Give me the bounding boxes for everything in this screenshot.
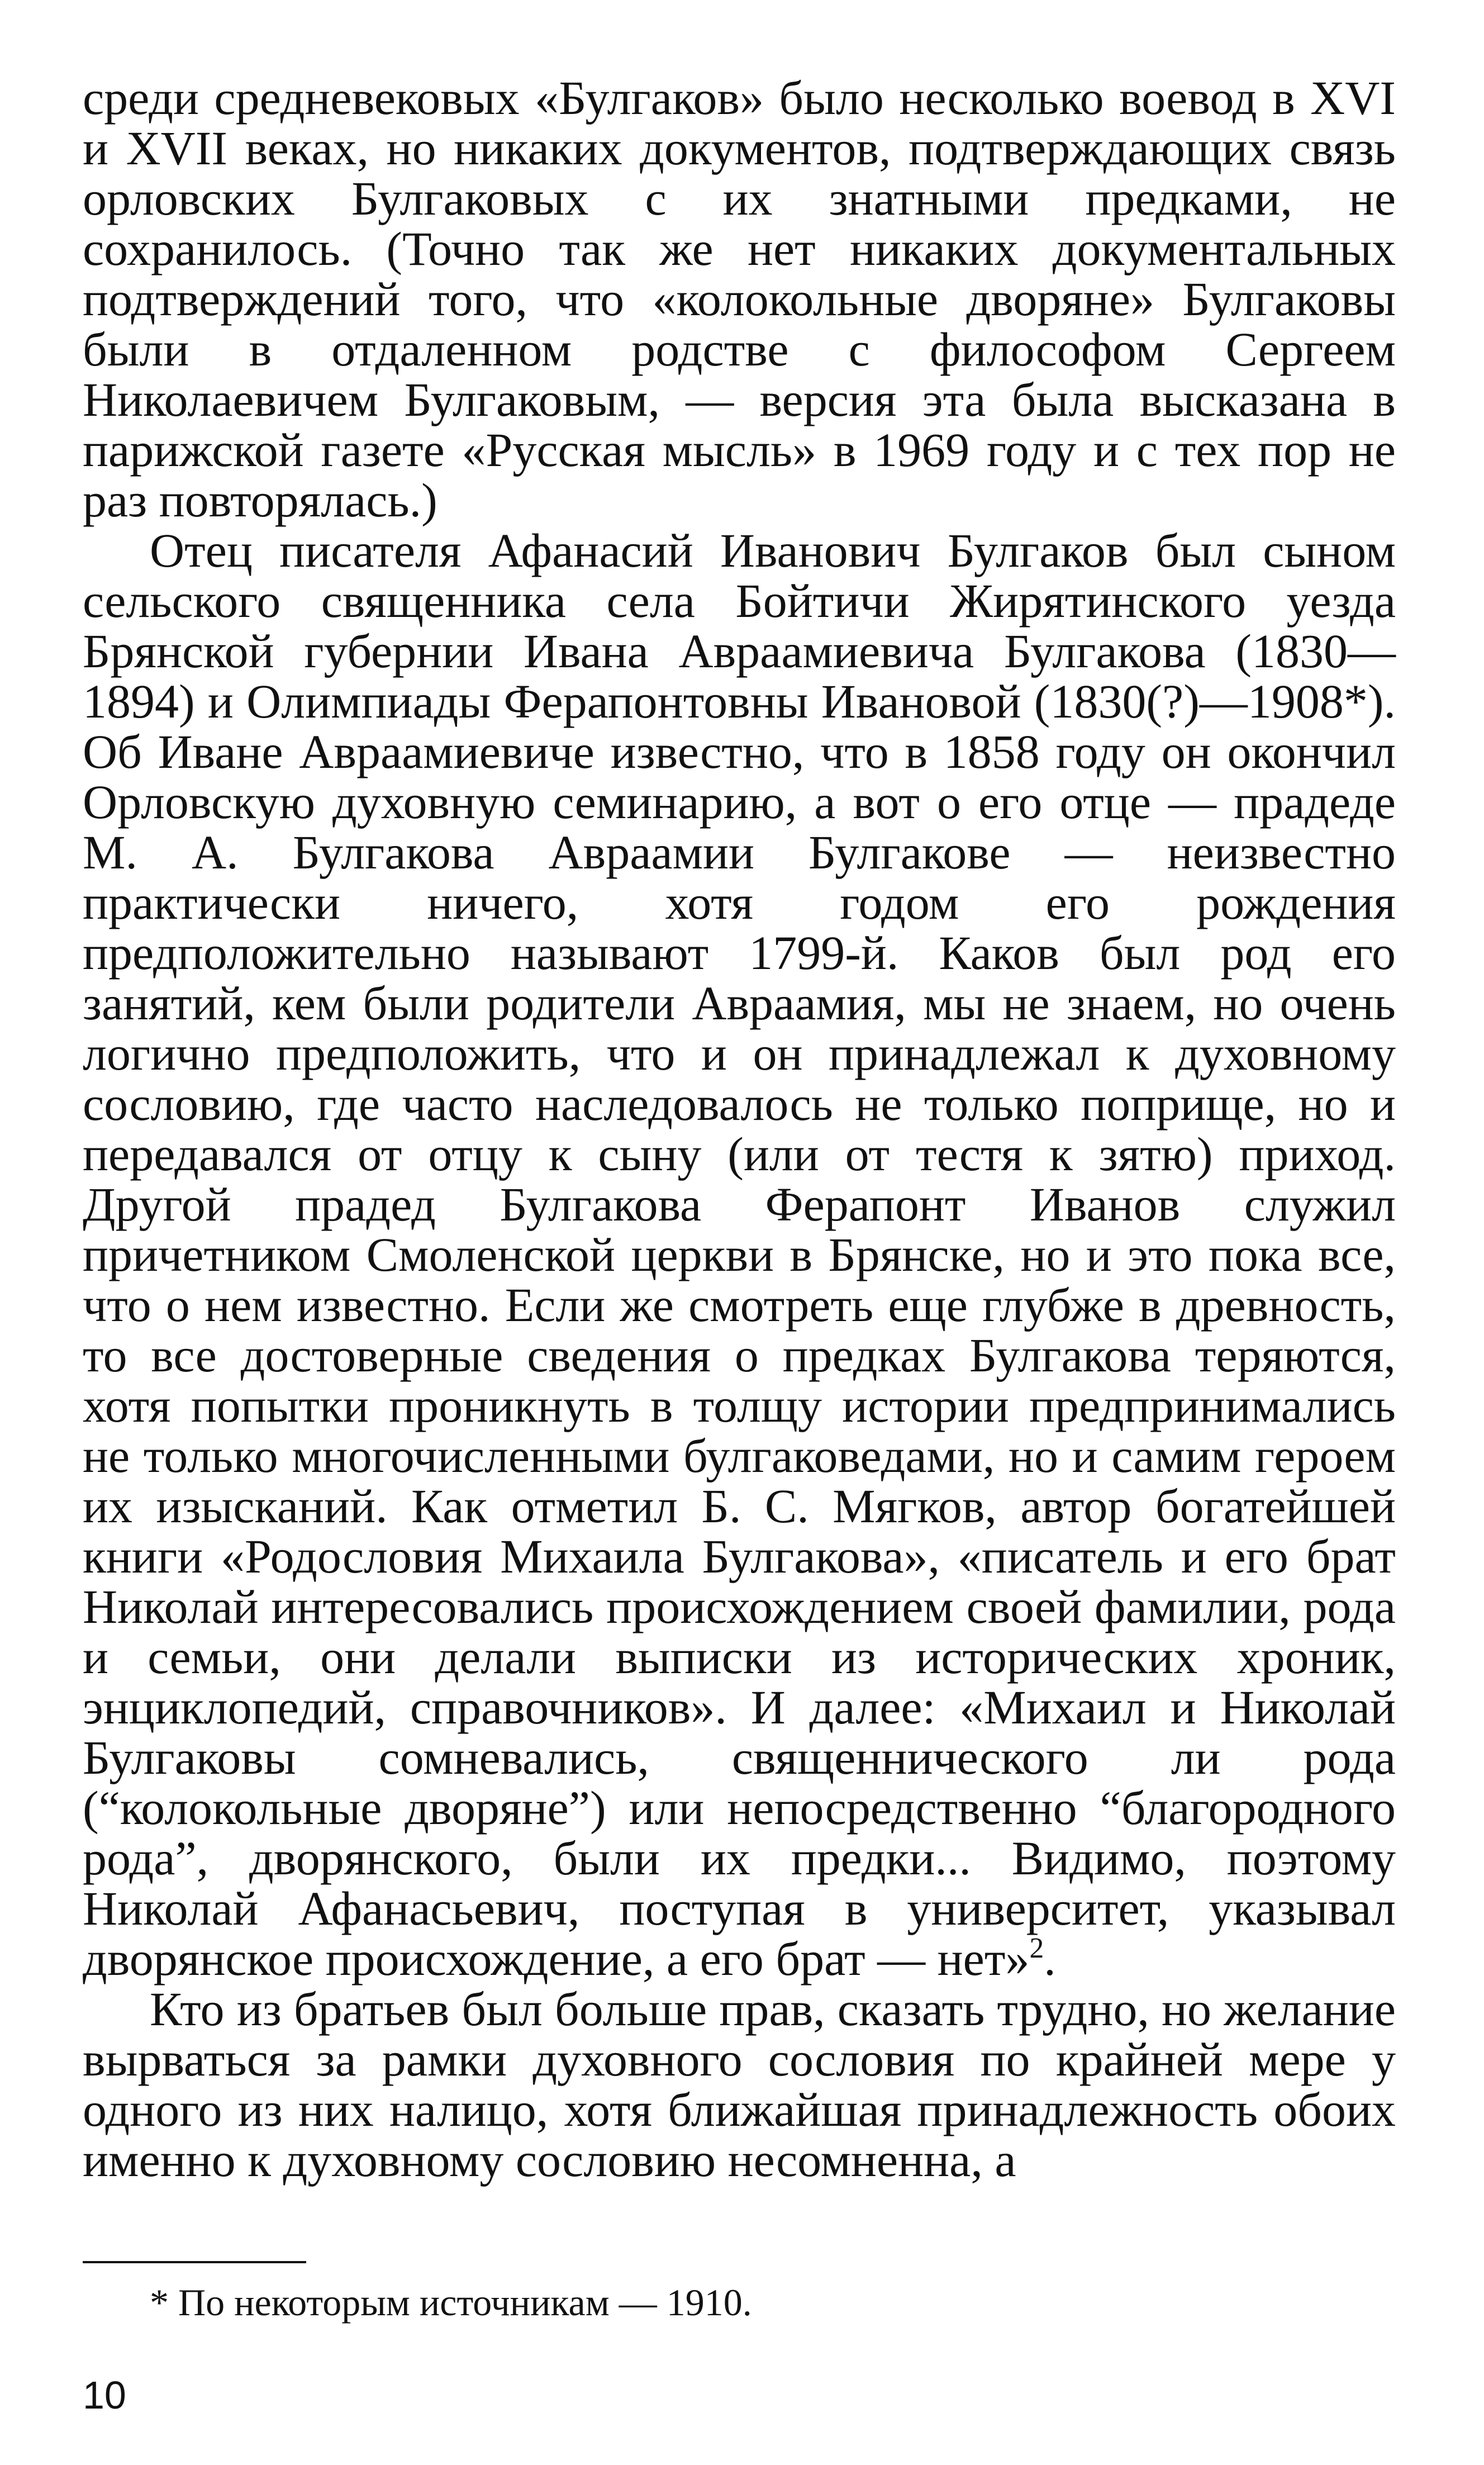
paragraph-3: Кто из братьев был больше прав, сказать трудно, но желание вырваться за рамки духовного сословия по крайней мере у одного из них налицо, хотя ближайшая принадлежность обоих именно к духовному сословию несомненна, а [83, 1982, 1396, 2187]
paragraph-2-text: Отец писателя Афанасий Иванович Булгаков был сыном сельского священника села Бойтичи Жирятинского уезда Брянской губернии Ивана Авраамиевича Булгакова (1830—1894) и Олимпиады Ферапонтовны Ивановой (1830(?)—1908*). Об Иване Авраамиевиче известно, что в 1858 году он окончил Орловскую духовную семинарию, а вот о его отце — прадеде М. А. Булгакова Авраамии Булгакове — неизвестно практически ничего, хотя годом его рождения предположительно называют 1799-й. Каков был род его занятий, кем были родители Авраамия, мы не знаем, но очень логично предположить, что и он принадлежал к духовному сословию, где часто наследовалось не только поприще, но и передавался от отцу к сыну (или от тестя к зятю) приход. Другой прадед Булгакова Ферапонт Иванов служил причетником Смоленской церкви в Брянске, но и это пока все, что о нем известно. Если же смотреть еще глубже в древность, то все достоверные сведения о предках Булгакова теряются, хотя попытки проникнуть в толщу истории предпринимались не только многочисленными булгаковедами, но и самим героем их изысканий. Как отметил Б. С. Мягков, автор богатейшей книги «Родословия Михаила Булгакова», «писатель и его брат Николай интересовались происхождением своей фамилии, рода и семьи, они делали выписки из исторических хроник, энциклопедий, справочников». И далее: «Михаил и Николай Булгаковы сомневались, священнического ли рода (“колокольные дворяне”) или непосредственно “благородного рода”, дворянского, были их предки... Видимо, поэтому Николай Афанасьевич, поступая в университет, указывал дворянское происхождение, а его брат — нет» [83, 524, 1396, 1986]
footnote-divider [83, 2261, 306, 2263]
paragraph-2-tail: . [1044, 1932, 1056, 1986]
paragraph-1: среди средневековых «Булгаков» было несколько воевод в XVI и XVII веках, но никаких документов, подтверждающих связь орловских Булгаковых с их знатными предками, не сохранилось. (Точно так же нет никаких документальных подтверждений того, что «колокольные дворяне» Булгаковы были в отдаленном родстве с философом Сергеем Николаевичем Булгаковым, — версия эта была высказана в парижской газете «Русская мысль» в 1969 году и с тех пор не раз повторялась.) [83, 71, 1396, 527]
footnote: * По некоторым источникам — 1910. [150, 2281, 752, 2324]
footnote-reference: 2 [1029, 1932, 1044, 1965]
paragraph-2 [83, 525, 1396, 1984]
page-body [83, 73, 1396, 2185]
page-number: 10 [83, 2373, 126, 2417]
